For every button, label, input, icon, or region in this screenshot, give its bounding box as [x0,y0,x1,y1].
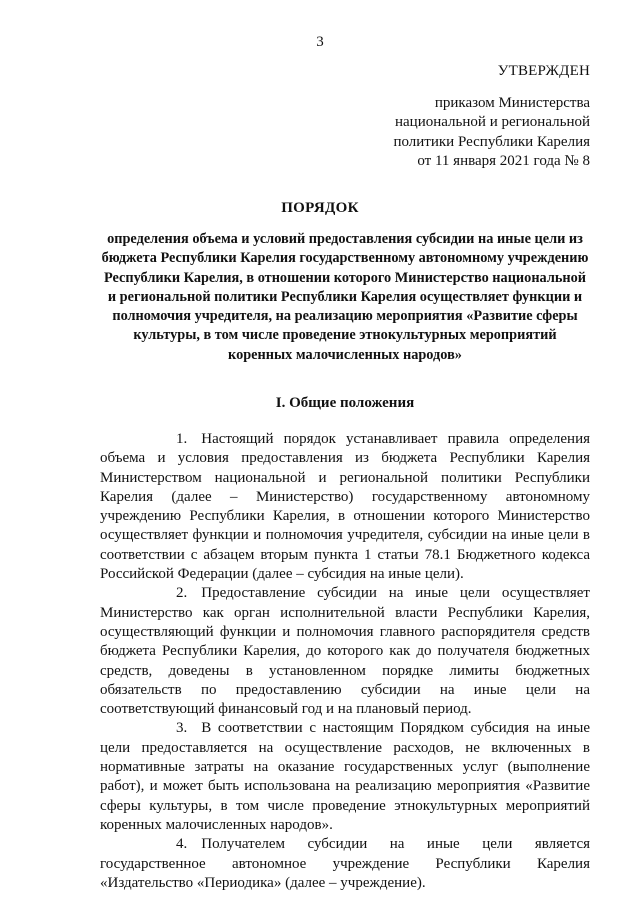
paragraph-text: Получателем субсидии на иные цели является государственное автономное учреждение Республики Карелия «Издательство «Периодика» (далее – учреждение). [100,836,590,891]
paragraph-2 [100,584,590,719]
approval-order-line-1: приказом Министерства [434,94,590,111]
approval-order-line-3: политики Республики Карелия [393,133,590,150]
approval-order-line-2: национальной и региональной [395,114,590,130]
paragraph-number: 1. [176,431,188,447]
approval-order-date: от 11 января 2021 года № 8 [417,153,590,169]
approved-label: УТВЕРЖДЕН [497,63,590,79]
paragraph-3 [100,719,590,835]
section-heading: I. Общие положения [275,395,415,411]
document-subtitle: определения объема и условий предоставления субсидии на иные цели из бюджета Республики Карелия государственному автономному учреждению Республики Карелия, в отношении которого Министерство национальной и региональной политики Республики Карелия осуществляет функции и полномочия учредителя, на реализацию мероприятия «Развитие сферы культуры, в том числе проведение этнокультурных мероприятий коренных малочисленных народов» [101,231,589,363]
document-body [100,430,590,893]
paragraph-text: Предоставление субсидии на иные цели осуществляет Министерство как орган исполнительной власти Республики Карелия, осуществляющий функции и полномочия главного распорядителя средств бюджета Республики Карелия, до которого как до получателя бюджетных средств, доведены в установленном порядке лимиты бюджетных обязательств по предоставлению субсидии на иные цели на соответствующий финансовый год и на плановый период. [100,585,590,718]
paragraph-4 [100,835,590,893]
paragraph-text: В соответствии с настоящим Порядком субсидия на иные цели предоставляется на осуществление расходов, не включенных в нормативные затраты на оказание государственных услуг (выполнение работ), и может быть использована на реализацию мероприятия «Развитие сферы культуры, в том числе проведение этнокультурных мероприятий коренных малочисленных народов». [100,720,590,833]
document-title: ПОРЯДОК [281,200,359,216]
page-number: 3 [316,34,324,50]
approval-block [330,62,590,172]
paragraph-number: 4. [176,836,188,853]
paragraph-number: 2. [176,585,188,602]
paragraph-number: 3. [176,720,188,737]
paragraph-1 [100,430,590,584]
paragraph-text: Настоящий порядок устанавливает правила определения объема и условия предоставления из бюджета Республики Карелия Министерством национальной и региональной политики Республики Карелия (далее – Министерство) государственному автономному учреждению Республики Карелия, в отношении которого Министерство осуществляет функции и полномочия учредителя, субсидии на иные цели в соответствии с абзацем вторым пункта 1 статьи 78.1 Бюджетного кодекса Российской Федерации (далее – субсидия на иные цели). [100,431,590,583]
